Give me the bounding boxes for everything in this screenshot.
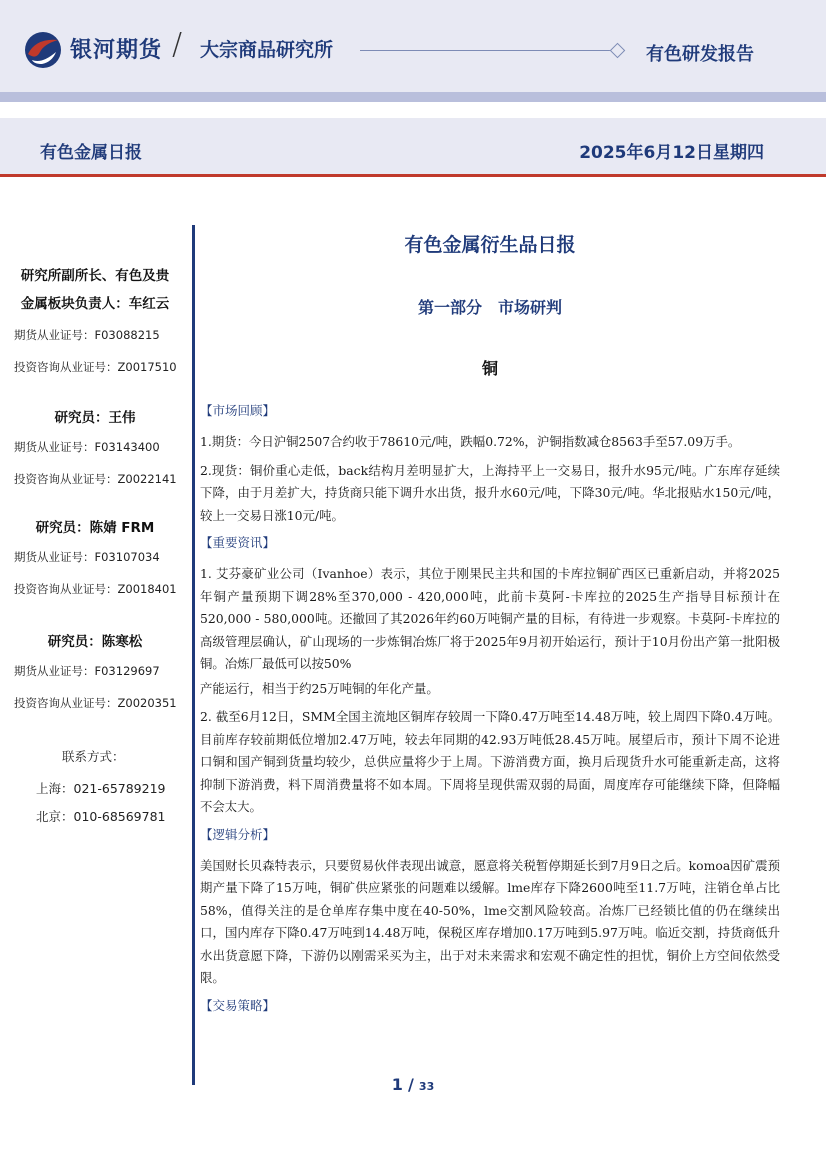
part-heading: 第一部分 市场研判 xyxy=(417,298,562,317)
page-total: 33 xyxy=(418,1080,435,1093)
subheader-rule xyxy=(0,174,826,177)
main-content xyxy=(200,230,780,1026)
page-number xyxy=(0,1075,826,1094)
review-futures: 1.期货：今日沪铜2507合约收于78610元/吨，跌幅0.72%，沪铜指数减仓8563手至57.09万手。 xyxy=(200,434,741,449)
section-logic-analysis: 【逻辑分析】 xyxy=(200,826,276,842)
galaxy-logo-icon xyxy=(22,30,64,70)
researcher-3-futures: 期货从业证号：F03129697 xyxy=(14,664,160,678)
header-gap xyxy=(0,102,826,118)
brand-name: 银河期货 xyxy=(70,38,163,63)
sidebar-authors xyxy=(0,262,190,828)
review-spot: 2.现货：铜价重心走低，back结构月差明显扩大，上海持平上一交易日，报升水95元/吨。广东库存延续下降，由于月差扩大，持货商只能下调升水出货，报升水60元/吨，下降30元/吨。华北报贴水150元/吨，较上一交易日涨10元/吨。 xyxy=(200,462,780,523)
header-stripe xyxy=(0,92,826,102)
researcher-2-futures: 期货从业证号：F03107034 xyxy=(14,550,160,564)
contact-beijing: 北京：010-68569781 xyxy=(36,809,166,824)
news-item-2: 2. 截至6月12日，SMM全国主流地区铜库存较周一下降0.47万吨至14.48万吨，较上周四下降0.4万吨。目前库存较前期低位增加2.47万吨，较去年同期的42.93万吨低28.45万吨。展望后市，预计下周不论进口铜和国产铜到货量均较少，总供应量将少于上周。下游消费方面，换月后现货升水可能重新走高，这将抑制下游消费，料下周消费量将不如本周。下周将呈现供需双弱的局面，周度库存可能继续下降，但降幅不会太大。 xyxy=(200,709,780,814)
researcher-3-name: 研究员：陈寒松 xyxy=(47,634,143,650)
contact-shanghai: 上海：021-65789219 xyxy=(36,781,166,796)
researcher-3-consult: 投资咨询从业证号：Z0020351 xyxy=(14,696,177,710)
news-item-1-cont: 产能运行，相当于约25万吨铜的年化产量。 xyxy=(200,680,439,696)
lead-title-line-2: 金属板块负责人：车红云 xyxy=(20,296,170,312)
page-current: 1 xyxy=(391,1075,403,1094)
metal-heading: 铜 xyxy=(481,359,498,378)
researcher-1-consult: 投资咨询从业证号：Z0022141 xyxy=(14,472,177,486)
section-trading-strategy: 【交易策略】 xyxy=(200,997,276,1013)
researcher-2-consult: 投资咨询从业证号：Z0018401 xyxy=(14,582,177,596)
researcher-2-name: 研究员：陈婧 FRM xyxy=(35,520,155,536)
researcher-1-futures: 期货从业证号：F03143400 xyxy=(14,440,160,454)
report-title: 有色金属衍生品日报 xyxy=(404,234,576,256)
section-key-news: 【重要资讯】 xyxy=(200,535,276,550)
section-market-review: 【市场回顾】 xyxy=(200,403,276,418)
logic-paragraph: 美国财长贝森特表示，只要贸易伙伴表现出诚意，愿意将关税暂停期延长到7月9日之后。komoa因矿震预期产量下降了15万吨，铜矿供应紧张的问题难以缓解。lme库存下降2600吨至11.7万吨，注销仓单占比58%，值得关注的是仓单库存集中度在40-50%，lme交割风险较高。冶炼厂已经锁比值的仍在继续出口，国内库存下降0.47万吨到14.48万吨，保税区库存增加0.17万吨到5.97万吨。临近交割，持货商低升水出货意愿下降，下游仍以刚需采买为主，出于对未来需求和宏观不确定性的担忧，铜价上方空间依然受限。 xyxy=(200,857,780,985)
lead-futures-license: 期货从业证号：F03088215 xyxy=(14,328,160,342)
brand-divider: / xyxy=(172,27,183,62)
researcher-1-name: 研究员：王伟 xyxy=(54,410,136,426)
header-rule xyxy=(360,50,610,51)
report-date: 2025年6月12日星期四 xyxy=(579,143,764,163)
report-series: 有色金属日报 xyxy=(40,143,142,163)
contact-label: 联系方式： xyxy=(62,749,125,764)
page-separator: / xyxy=(407,1075,414,1094)
report-type: 有色研发报告 xyxy=(646,44,754,65)
institute-name: 大宗商品研究所 xyxy=(200,39,334,61)
lead-title-line-1: 研究所副所长、有色及贵 xyxy=(20,268,170,284)
lead-consult-license: 投资咨询从业证号：Z0017510 xyxy=(14,360,177,374)
news-item-1: 1. 艾芬豪矿业公司（Ivanhoe）表示，其位于刚果民主共和国的卡库拉铜矿西区已重新启动，并将2025年铜产量预期下调28%至370,000 - 420,000吨，此前卡莫阿-卡库拉的2025生产指导目标预计在520,000 - 580,000吨。还撤回了其2026年约60万吨铜产量的目标，有待进一步观察。卡莫阿-卡库拉的高级管理层确认，矿山现场的一步炼铜冶炼厂将于2025年9月初开始运行，预计于10月份出产第一批阳极铜。冶炼厂最低可以按50% xyxy=(200,566,780,671)
column-divider xyxy=(192,225,195,1085)
